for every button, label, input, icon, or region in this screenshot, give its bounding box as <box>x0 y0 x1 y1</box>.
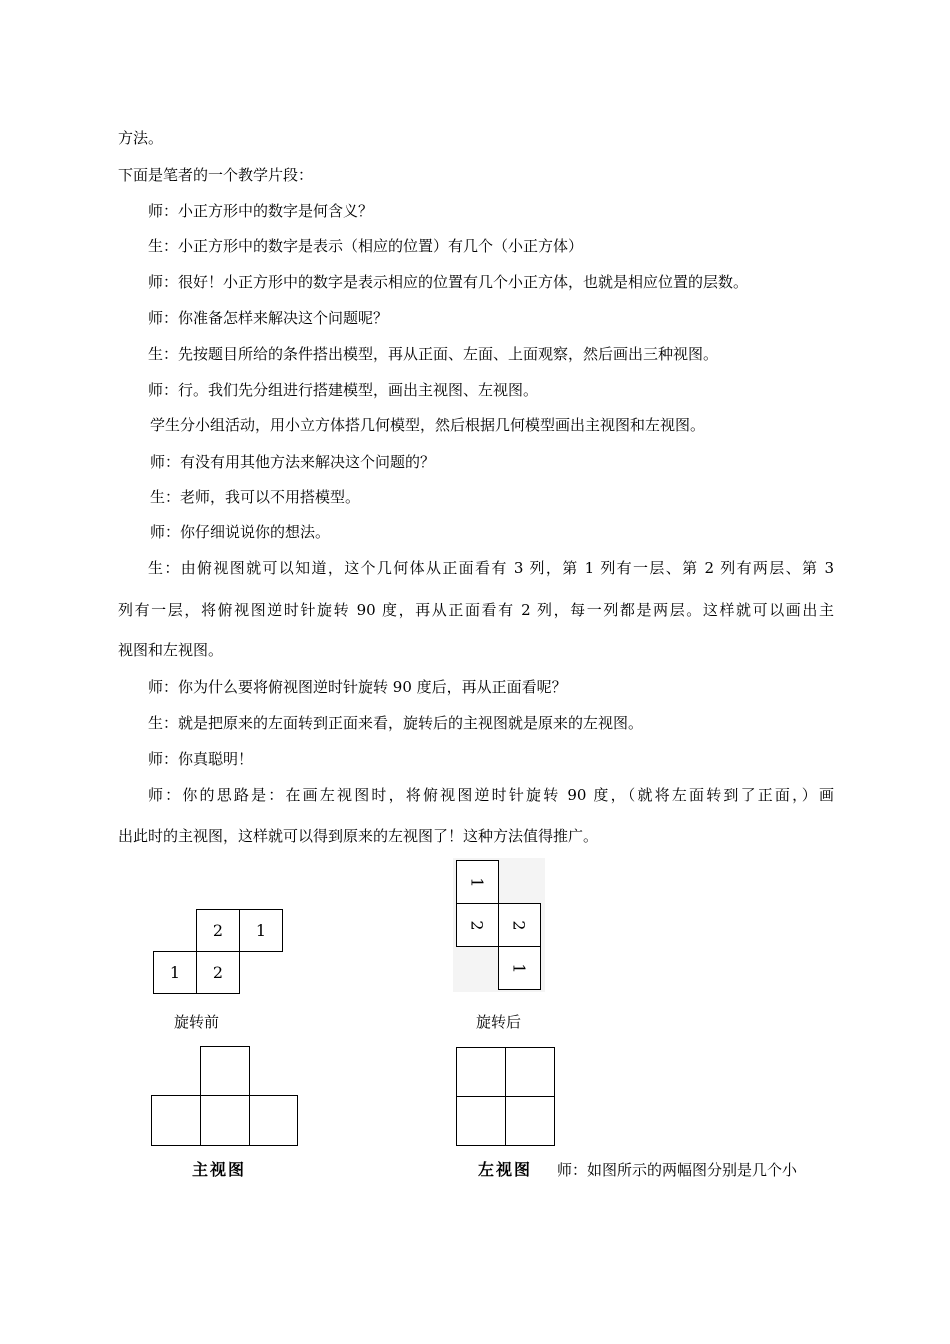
grid-cell: 2 <box>196 909 240 952</box>
grid-cell: 1 <box>153 951 197 994</box>
grid-cell <box>505 1096 555 1146</box>
dialogue-line: 师：你的思路是：在画左视图时，将俯视图逆时针旋转 90 度，（就将左面转到了正面，）画 <box>148 786 834 804</box>
dialogue-line: 师：你仔细说说你的想法。 <box>150 523 331 541</box>
grid-cell <box>200 1046 250 1096</box>
narration-line: 学生分小组活动，用小立方体搭几何模型，然后根据几何模型画出主视图和左视图。 <box>150 416 706 434</box>
grid-cell: 1 <box>456 860 499 904</box>
dialogue-line-continued: 出此时的主视图，这样就可以得到原来的左视图了！这种方法值得推广。 <box>118 827 599 845</box>
paragraph-1: 下面是笔者的一个教学片段： <box>118 166 314 184</box>
dialogue-line: 生：小正方形中的数字是表示（相应的位置）有几个（小正方体） <box>148 237 584 255</box>
grid-cell: 2 <box>456 903 499 947</box>
dialogue-line: 生：老师，我可以不用搭模型。 <box>150 488 361 506</box>
figure-caption: 左视图 <box>478 1160 533 1179</box>
grid-cell <box>151 1095 201 1146</box>
grid-cell: 2 <box>196 951 240 994</box>
paragraph-0: 方法。 <box>118 129 164 147</box>
grid-cell <box>249 1095 298 1146</box>
grid-cell: 1 <box>498 946 541 990</box>
grid-cell <box>456 1047 506 1097</box>
dialogue-line: 师：你真聪明！ <box>148 750 254 768</box>
grid-cell <box>200 1095 250 1146</box>
grid-cell: 1 <box>239 909 283 952</box>
dialogue-line: 师：你准备怎样来解决这个问题呢？ <box>148 309 389 327</box>
figure-caption: 旋转后 <box>476 1013 522 1031</box>
dialogue-line: 师：有没有用其他方法来解决这个问题的？ <box>150 453 436 471</box>
dialogue-line: 生：由俯视图就可以知道，这个几何体从正面看有 3 列，第 1 列有一层、第 2 列有两层、第 3 <box>148 559 834 577</box>
dialogue-line: 生：就是把原来的左面转到正面来看，旋转后的主视图就是原来的左视图。 <box>148 714 644 732</box>
grid-cell <box>505 1047 555 1097</box>
dialogue-line: 师：你为什么要将俯视图逆时针旋转 90 度后，再从正面看呢？ <box>148 678 567 696</box>
figure-caption: 主视图 <box>192 1160 247 1179</box>
grid-cell: 2 <box>498 903 541 947</box>
dialogue-line-continued: 列有一层，将俯视图逆时针旋转 90 度，再从正面看有 2 列，每一列都是两层。这样就可以画出主 <box>118 601 834 619</box>
dialogue-line: 师：很好！小正方形中的数字是表示相应的位置有几个小正方体，也就是相应位置的层数。 <box>148 273 749 291</box>
grid-cell <box>456 1096 506 1146</box>
figure-caption: 旋转前 <box>174 1013 220 1031</box>
dialogue-line: 师：小正方形中的数字是何含义？ <box>148 202 374 220</box>
dialogue-line: 生：先按题目所给的条件搭出模型，再从正面、左面、上面观察，然后画出三种视图。 <box>148 345 719 363</box>
dialogue-line-continued: 视图和左视图。 <box>118 641 224 659</box>
dialogue-line: 师：行。我们先分组进行搭建模型，画出主视图、左视图。 <box>148 381 539 399</box>
dialogue-line: 师：如图所示的两幅图分别是几个小 <box>557 1161 798 1179</box>
